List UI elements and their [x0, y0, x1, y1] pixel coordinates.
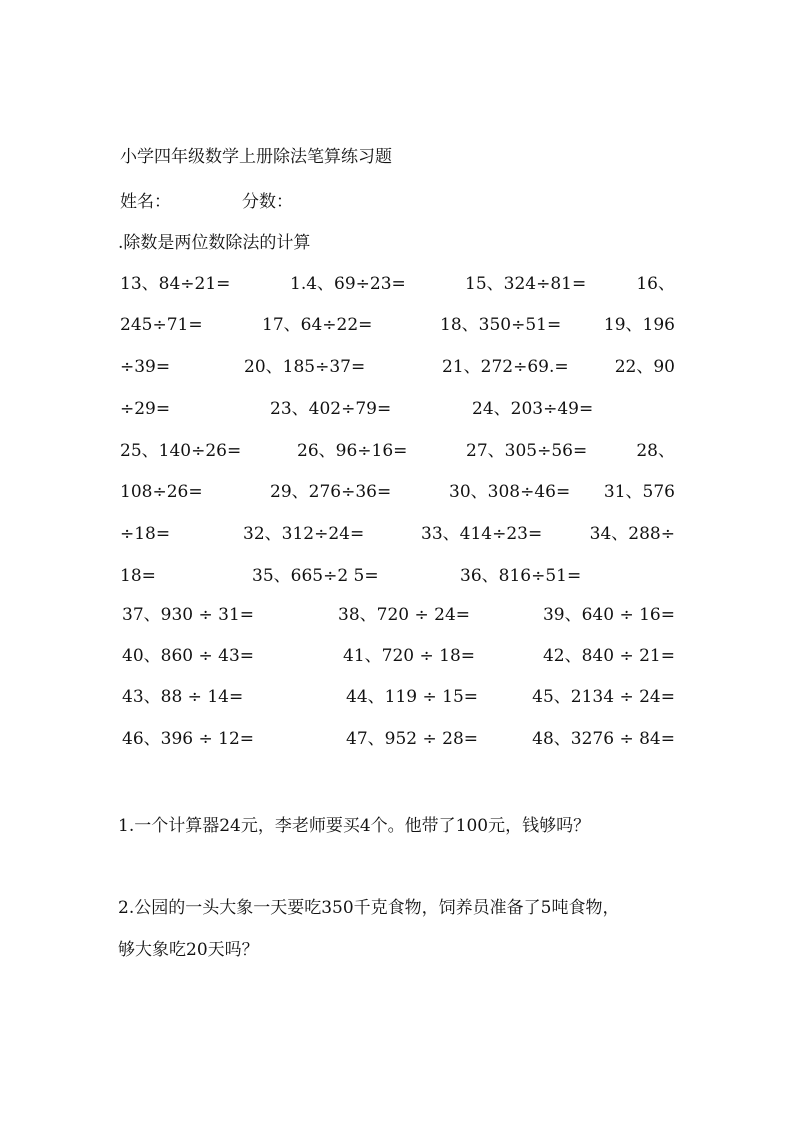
problem-item: 27、305÷56=: [466, 441, 588, 461]
problem-item: 45、2134 ÷ 24=: [532, 687, 675, 707]
problem-item: 17、64÷22=: [262, 315, 373, 335]
problem-item: 19、196: [603, 315, 675, 335]
problem-item: 15、324÷81=: [465, 274, 587, 294]
problem-row: [0, 729, 793, 763]
problem-item: 20、185÷37=: [244, 357, 366, 377]
problem-item: 21、272÷69.=: [442, 357, 569, 377]
problem-item: 32、312÷24=: [243, 524, 365, 544]
problem-item: ÷39=: [120, 357, 171, 377]
worksheet-title: 小学四年级数学上册除法笔算练习题: [120, 147, 392, 167]
problem-item: 33、414÷23=: [421, 524, 543, 544]
problem-item: 25、140÷26=: [120, 441, 242, 461]
section-heading: .除数是两位数除法的计算: [118, 233, 311, 253]
problem-item: 47、952 ÷ 28=: [346, 729, 479, 749]
problem-item: 28、: [636, 441, 675, 461]
problem-item: 24、203÷49=: [472, 399, 594, 419]
word-problem-2-continued: 够大象吃20天吗？: [118, 940, 259, 960]
problem-item: 31、576: [603, 482, 675, 502]
score-label: 分数：: [242, 192, 293, 212]
problem-item: 30、308÷46=: [449, 482, 571, 502]
problem-row: [0, 566, 793, 600]
problem-item: 245÷71=: [120, 315, 203, 335]
problem-item: 18=: [120, 566, 156, 586]
problem-row: [0, 605, 793, 639]
problem-item: 34、288÷: [589, 524, 675, 544]
problem-item: 43、88 ÷ 14=: [122, 687, 244, 707]
problem-item: 29、276÷36=: [270, 482, 392, 502]
problem-item: 36、816÷51=: [460, 566, 582, 586]
problem-item: 1.4、69÷23=: [290, 274, 406, 294]
problem-item: 40、860 ÷ 43=: [122, 646, 255, 666]
problem-item: 26、96÷16=: [297, 441, 408, 461]
problem-item: 13、84÷21=: [120, 274, 231, 294]
problem-row: [0, 274, 793, 308]
problem-row: [0, 524, 793, 558]
problem-row: [0, 687, 793, 721]
problem-item: 37、930 ÷ 31=: [122, 605, 255, 625]
problem-item: 108÷26=: [120, 482, 203, 502]
problem-item: 18、350÷51=: [440, 315, 562, 335]
problem-item: 39、640 ÷ 16=: [542, 605, 675, 625]
problem-item: ÷29=: [120, 399, 171, 419]
problem-item: 38、720 ÷ 24=: [338, 605, 471, 625]
problem-row: [0, 357, 793, 391]
problem-row: [0, 315, 793, 349]
problem-item: 41、720 ÷ 18=: [343, 646, 476, 666]
problem-row: [0, 646, 793, 680]
problem-item: 48、3276 ÷ 84=: [532, 729, 675, 749]
problem-item: 22、90: [614, 357, 675, 377]
problem-item: 44、119 ÷ 15=: [346, 687, 479, 707]
problem-row: [0, 441, 793, 475]
problem-row: [0, 399, 793, 433]
problem-item: 42、840 ÷ 21=: [542, 646, 675, 666]
word-problem-1: 1.一个计算器24元，李老师要买4个。他带了100元，钱够吗？: [118, 816, 591, 836]
problem-item: 35、665÷2 5=: [252, 566, 379, 586]
problem-item: ÷18=: [120, 524, 171, 544]
problem-item: 16、: [636, 274, 675, 294]
name-label: 姓名：: [120, 192, 171, 212]
problem-row: [0, 482, 793, 516]
problem-item: 23、402÷79=: [270, 399, 392, 419]
word-problem-2: 2.公园的一头大象一天要吃350千克食物，饲养员准备了5吨食物，: [118, 898, 620, 918]
problem-item: 46、396 ÷ 12=: [122, 729, 255, 749]
